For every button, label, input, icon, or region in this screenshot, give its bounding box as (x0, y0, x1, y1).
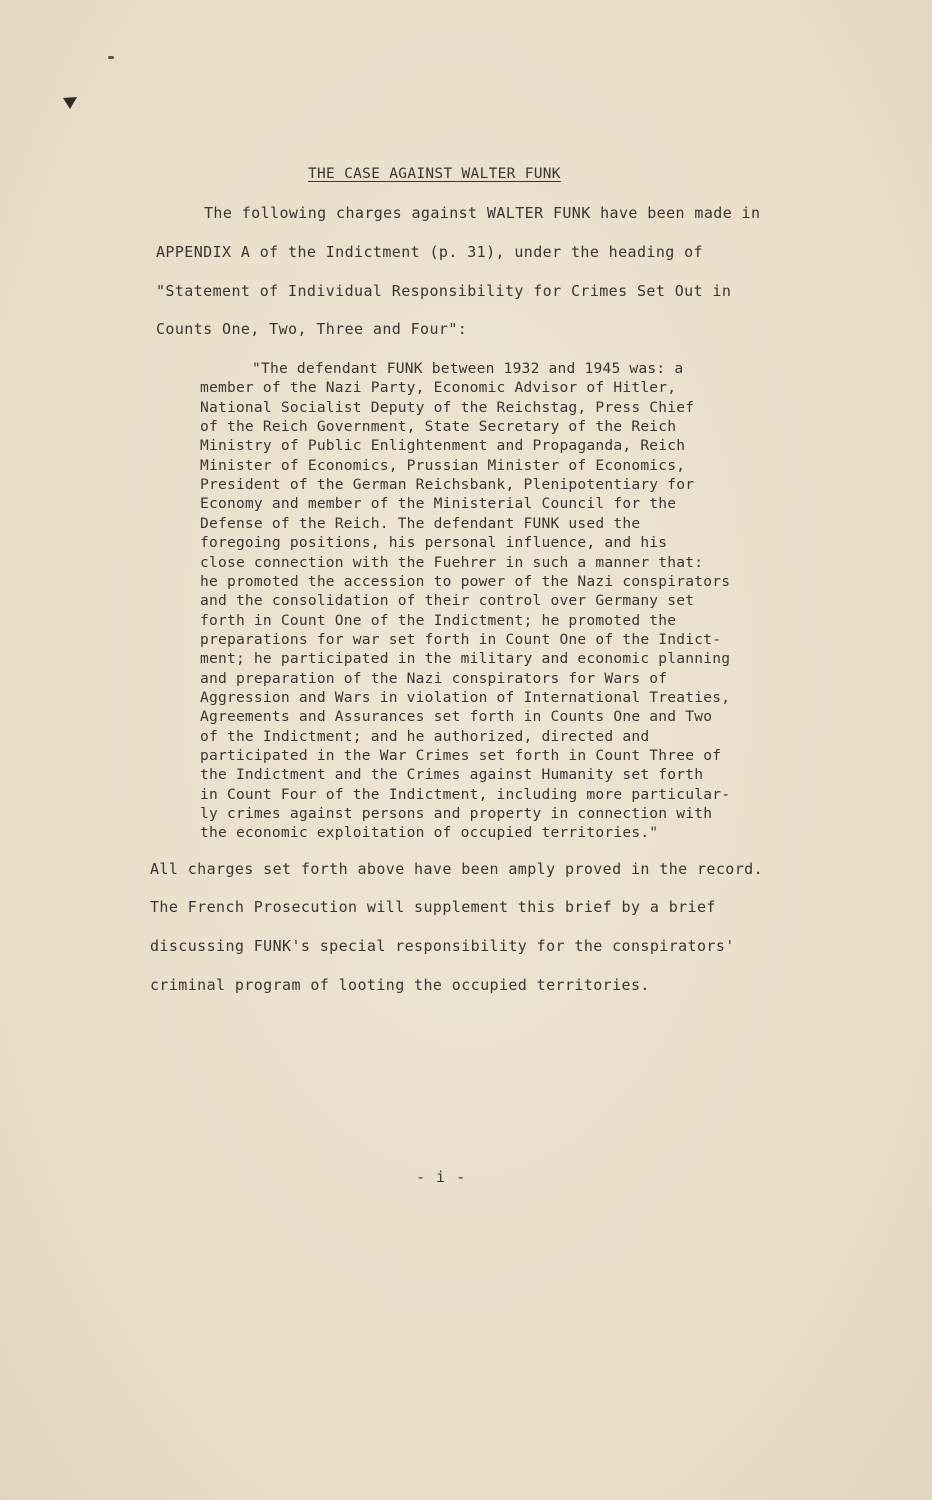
intro-line: Counts One, Two, Three and Four": (156, 320, 468, 338)
quote-line: and the consolidation of their control over Germany set (200, 592, 695, 610)
quote-line: foregoing positions, his personal influence, and his (200, 534, 668, 552)
quote-line: close connection with the Fuehrer in such a manner that: (200, 553, 704, 571)
quote-line: Ministry of Public Enlightenment and Propaganda, Reich (200, 437, 686, 455)
intro-line: "Statement of Individual Responsibility for Crimes Set Out in (156, 282, 732, 300)
intro-line: APPENDIX A of the Indictment (p. 31), under the heading of (156, 243, 703, 261)
quote-line: preparations for war set forth in Count One of the Indict- (200, 630, 722, 648)
quote-line: Defense of the Reich. The defendant FUNK used the (200, 514, 641, 532)
quote-line: member of the Nazi Party, Economic Advisor of Hitler, (200, 379, 677, 397)
document-title: THE CASE AGAINST WALTER FUNK (308, 166, 561, 182)
quote-line: ly crimes against persons and property in connection with (200, 805, 713, 823)
closing-line: All charges set forth above have been amply proved in the record. (150, 860, 763, 878)
quote-line: in Count Four of the Indictment, including more particular- (200, 785, 731, 803)
quote-line: the Indictment and the Crimes against Humanity set forth (200, 766, 704, 784)
quote-line: "The defendant FUNK between 1932 and 1945 was: a (252, 360, 684, 377)
quote-line: Aggression and Wars in violation of International Treaties, (200, 688, 731, 706)
closing-line: discussing FUNK's special responsibility for the conspirators' (150, 937, 735, 955)
intro-line: The following charges against WALTER FUNK have been made in (204, 204, 761, 222)
page-number: - i - (416, 1168, 467, 1186)
quote-line: ment; he participated in the military and economic planning (200, 650, 731, 668)
quote-line: of the Indictment; and he authorized, directed and (200, 727, 650, 745)
quote-line: President of the German Reichsbank, Plenipotentiary for (200, 476, 695, 494)
closing-line: The French Prosecution will supplement this brief by a brief (150, 898, 716, 916)
quote-line: of the Reich Government, State Secretary of the Reich (200, 418, 677, 436)
quote-line: Economy and member of the Ministerial Council for the (200, 495, 677, 513)
quote-line: Agreements and Assurances set forth in Counts One and Two (200, 708, 713, 726)
quote-line: Minister of Economics, Prussian Minister of Economics, (200, 456, 686, 474)
quote-line: participated in the War Crimes set forth in Count Three of (200, 747, 722, 764)
quote-line: the economic exploitation of occupied territories." (200, 824, 659, 842)
quote-line: he promoted the accession to power of the Nazi conspirators (200, 572, 731, 590)
quote-line: and preparation of the Nazi conspirators for Wars of (200, 669, 668, 687)
ink-speck (108, 56, 114, 59)
ink-mark-icon (62, 96, 78, 110)
quote-line: forth in Count One of the Indictment; he promoted the (200, 611, 677, 629)
closing-line: criminal program of looting the occupied territories. (150, 976, 650, 994)
quote-line: National Socialist Deputy of the Reichstag, Press Chief (200, 398, 695, 416)
